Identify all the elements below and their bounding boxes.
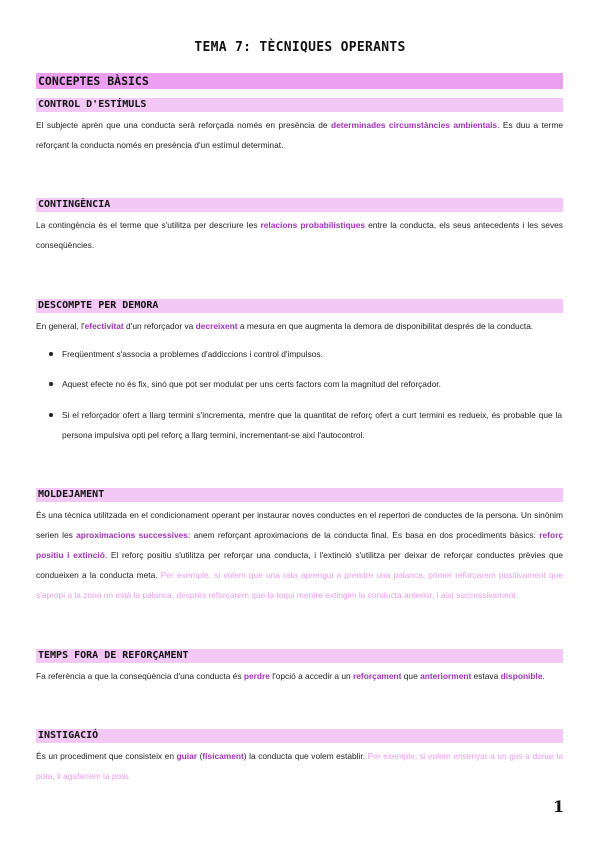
bullet-icon bbox=[49, 352, 53, 356]
paragraph-control: El subjecte aprèn que una conducta serà reforçada només en presència de determinades circumstàncies ambientals. Es duu a terme reforçant la conducta només en presència d'un estímul determinat. bbox=[36, 120, 563, 150]
list-item: Freqüentment s'associa a problemes d'addiccions i control d'impulsos. bbox=[62, 344, 562, 364]
section-heading-temps: TEMPS FORA DE REFORÇAMENT bbox=[36, 649, 563, 663]
paragraph-descompte: En general, l'efectivitat d'un reforçador va decreixent a mesura en que augmenta la demora de disponibilitat després de la conducta. bbox=[36, 321, 534, 331]
section-heading-basics: CONCEPTES BÀSICS bbox=[36, 73, 563, 89]
example-text: Per exemple, si volem ensenyar a un gos a donar la pota, li agafaríem la pota. bbox=[36, 751, 563, 781]
section-heading-moldejament: MOLDEJAMENT bbox=[36, 488, 563, 502]
section-heading-descompte: DESCOMPTE PER DEMORA bbox=[36, 299, 563, 313]
list-item: Si el reforçador ofert a llarg termini s'incrementa, mentre que la quantitat de reforç ofert a curt termini es redueix, és probable que la persona impulsiva opti pel reforç a llarg termini, incrementant-se així l'autocontrol. bbox=[62, 405, 562, 445]
bullet-icon bbox=[49, 382, 53, 386]
paragraph-contingencia: La contingència és el terme que s'utilitza per descriure les relacions probabilístiques entre la conducta, els seus antecedents i les seves conseqüències. bbox=[36, 220, 563, 250]
paragraph-temps: Fa referència a que la conseqüència d'una conducta és perdre l'opció a accedir a un reforçament que anteriorment estava disponible. bbox=[36, 671, 545, 681]
bullet-icon bbox=[49, 413, 53, 417]
section-heading-instigacio: INSTIGACIÓ bbox=[36, 729, 563, 743]
section-heading-contingencia: CONTINGÈNCIA bbox=[36, 198, 563, 212]
page-number: 1 bbox=[553, 797, 565, 816]
paragraph-instigacio: És un procediment que consisteix en guiar (físicament) la conducta que volem establir. Per exemple, si volem ensenyar a un gos a donar la pota, li agafaríem la pota. bbox=[36, 751, 563, 781]
example-text: Per exemple, si volem que una rata aprengui a prendre una palanca, primer reforçarem positivament que s'apropi a la zona on està la palanca, després reforçarem que la toqui mentre extingim la conducta anterior, i així successivament. bbox=[36, 570, 563, 600]
list-item: Aquest efecte no és fix, sinó que pot ser modulat per uns certs factors com la magnitud del reforçador. bbox=[62, 374, 562, 394]
page-title: TEMA 7: TÈCNIQUES OPERANTS bbox=[194, 40, 406, 55]
paragraph-moldejament: És una tècnica utilitzada en el condicionament operant per instaurar noves conductes en el repertori de conductes de la persona. Un sinònim serien les aproximacions successives: anem reforçant aproximacions de la conducta final. Es basa en dos procediments bàsics: reforç positiu i extinció. El reforç positiu s'utilitza per reforçar una conducta, i l'extinció s'utilitza per deixar de reforçar conductes prèvies que condueixen a la conducta meta. Per exemple, si volem que una rata aprengui a prendre una palanca, primer reforçarem positivament que s'apropi a la zona on està la palanca, després reforçarem que la toqui mentre extingim la conducta anterior, i així successivament. bbox=[36, 510, 564, 600]
section-heading-control: CONTROL D'ESTÍMULS bbox=[36, 98, 563, 112]
